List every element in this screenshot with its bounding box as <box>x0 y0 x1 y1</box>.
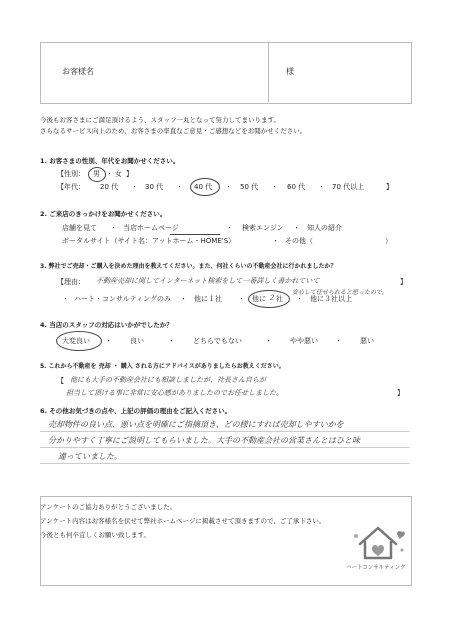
q4-opt-bad: 悪い <box>360 337 374 345</box>
q5-handwritten-1: 他にも大手の不動産会社にも相談しましたが、社長さん自らが <box>70 376 266 384</box>
gender-male: 男 <box>93 170 100 178</box>
honorific-label: 様 <box>286 67 294 76</box>
q5-handwritten-2: 担当して頂ける事に非常に安心感がありましたのでお任せしました。 <box>66 389 283 397</box>
header-box <box>40 42 412 104</box>
q3-reason-handwritten-2: 安心して任せられると思ったので。 <box>292 289 388 296</box>
q4-opt-very-good: 大変良い <box>62 337 90 345</box>
q2-opt-search: 検索エンジン <box>242 224 284 232</box>
age-40: 40 代 <box>194 183 213 191</box>
q4-opt-neutral: どちらでもない <box>193 337 242 345</box>
gender-close: 】 <box>126 170 133 178</box>
q3-title: 3. 弊社でご売却・ご購入を決めた理由を教えてください。また、何社くらいの不動産会社に行かれましたか？ <box>40 263 337 270</box>
q4-opt-slightly-bad: やや悪い <box>290 337 318 345</box>
q3-reason-open: 【理由： <box>57 278 85 286</box>
gender-female: 女 <box>115 170 122 178</box>
age-30: 30 代 <box>145 183 164 191</box>
q6-handwritten-1: 売却物件の良い点、悪い点を明確にご指摘頂き、どの様にすれば売却しやすいかを <box>48 420 344 429</box>
q3-reason-close: 】 <box>400 278 407 286</box>
q2-opt-portal: ポータルサイト（サイト名：アットホーム・HOME'S） <box>62 237 236 245</box>
house-heart-icon <box>350 522 406 562</box>
q5-close: 】 <box>397 389 404 397</box>
survey-page: お客様名 様 今後もお客さまにご満足頂けるよう、スタッフ一丸となって努力してまいります。 さらなるサービス向上のため、お客さまの率直なご意見・ご感想などをお聞かせください。 1. お客さまの性別、年代をお聞かせください。 【性別： 男 ・ 女 】 【年代： 20 代 ・ 30 代 ・ 40 代 ・ 50 代 ・ 60 代 ・ 70 代以上 】 2. ご来店のきっかけをお聞かせください。 店舗を見て ・ 当店ホームページ ・ 検索エンジン ・ 知人の紹介 ポータルサイト（サイト名：アットホーム・HOME'S） ・ その他（ ） 3. 弊社でご売却・ご購入を決めた理由を教えてください。また、何社くらいの不動産会社に行かれましたか？ 【理由： 不動産売却に関してインターネット検索をして一番詳しく書かれていて 安心して任せられると思ったので。 】 ・ ハート・コンサルティングのみ ・ 他に１社 ・ 他に ２ 社 ・ 他に３社以上 4. 当店のスタッフの対応はいかがでしたか？ 大変良い ・ 良い ・ どちらでもない ・ やや悪い ・ 悪い 5. これから不動産を 売却 ・ 購入 される方にアドバイスがありましたらお教えください。 【 他にも大手の不動産会社にも相談しましたが、社長さん自らが 担当して頂ける事に非常に安心感がありましたのでお任せしました。 】 6. その他お気づきの点や、上記の評価の理由をご記入ください。 売却物件の良い点、悪い点を明確にご指摘頂き、どの様にすれば売却しやすいかを 分かりやすく丁寧にご説明してもらいました。大手の不動産会社の営業さんとはひと味 違っていました。 アンケートのご協力ありがとうございました。 アンケート内容はお客様名を伏せて弊社ホームページに掲載させて頂きますので、ご了承下さい。 今後とも何卒宜しくお願い致します。 ハートコンサルティング <box>0 0 452 640</box>
q6-handwritten-3: 違っていました。 <box>58 452 122 461</box>
q4-opt-good: 良い <box>130 337 144 345</box>
q4-title: 4. 当店のスタッフの対応はいかがでしたか？ <box>40 321 173 329</box>
q3-opt-2-circle <box>248 290 290 308</box>
gender-label: 【性別： <box>57 170 85 178</box>
q5-title: 5. これから不動産を 売却 ・ 購入 される方にアドバイスがありましたらお教えください。 <box>40 363 285 370</box>
footer-line-3: 今後とも何卒宜しくお願い致します。 <box>40 531 150 539</box>
header-divider <box>268 42 269 102</box>
q6-line-2 <box>40 447 410 448</box>
q2-opt-store: 店舗を見て <box>62 224 97 232</box>
q6-line-1 <box>40 431 410 432</box>
q3-opt-2-post: 社 <box>276 295 283 303</box>
q6-line-3 <box>40 463 410 464</box>
intro-line-1: 今後もお客さまにご満足頂けるよう、スタッフ一丸となって努力してまいります。 <box>40 116 280 124</box>
q3-opt-heart: ハート・コンサルティングのみ <box>74 295 171 303</box>
footer-line-1: アンケートのご協力ありがとうございました。 <box>40 503 177 511</box>
q3-opt-2-num: ２ <box>268 294 275 302</box>
gender-sep: ・ <box>106 170 113 178</box>
intro-line-2: さらなるサービス向上のため、お客さまの率直なご意見・ご感想などをお聞かせください。 <box>40 127 307 135</box>
q3-opt-2-pre: 他に <box>252 295 266 303</box>
q2-hp-underline <box>170 234 220 235</box>
age-60: 60 代 <box>287 183 306 191</box>
logo-text: ハートコンサルティング <box>346 565 406 571</box>
q2-title: 2. ご来店のきっかけをお聞かせください。 <box>40 210 167 218</box>
footer-line-2: アンケート内容はお客様名を伏せて弊社ホームページに掲載させて頂きますので、ご了承下さい。 <box>40 517 326 525</box>
q5-open: 【 <box>57 377 64 385</box>
age-close: 】 <box>386 183 393 191</box>
q6-title: 6. その他お気づきの点や、上記の評価の理由をご記入ください。 <box>40 407 232 415</box>
age-40-circle <box>190 178 220 196</box>
q3-opt-1: 他に１社 <box>194 295 222 303</box>
q2-opt-hp: 当店ホームページ <box>123 224 179 232</box>
q2-opt-intro: 知人の紹介 <box>307 224 342 232</box>
q2-opt-other-close: ） <box>385 237 392 245</box>
age-20: 20 代 <box>100 183 119 191</box>
q2-opt-other: その他（ <box>285 237 313 245</box>
age-label: 【年代： <box>57 183 85 191</box>
age-70: 70 代以上 <box>332 183 365 191</box>
customer-name-label: お客様名 <box>62 67 94 76</box>
q3-reason-handwritten: 不動産売却に関してインターネット検索をして一番詳しく書かれていて <box>96 277 320 285</box>
q6-handwritten-2: 分かりやすく丁寧にご説明してもらいました。大手の不動産会社の営業さんとはひと味 <box>48 436 360 445</box>
gender-male-circle <box>88 167 106 182</box>
age-50: 50 代 <box>240 183 259 191</box>
q1-title: 1. お客さまの性別、年代をお聞かせください。 <box>40 157 180 165</box>
q4-very-good-circle <box>56 331 102 351</box>
q3-opt-3: 他に３社以上 <box>310 295 352 303</box>
